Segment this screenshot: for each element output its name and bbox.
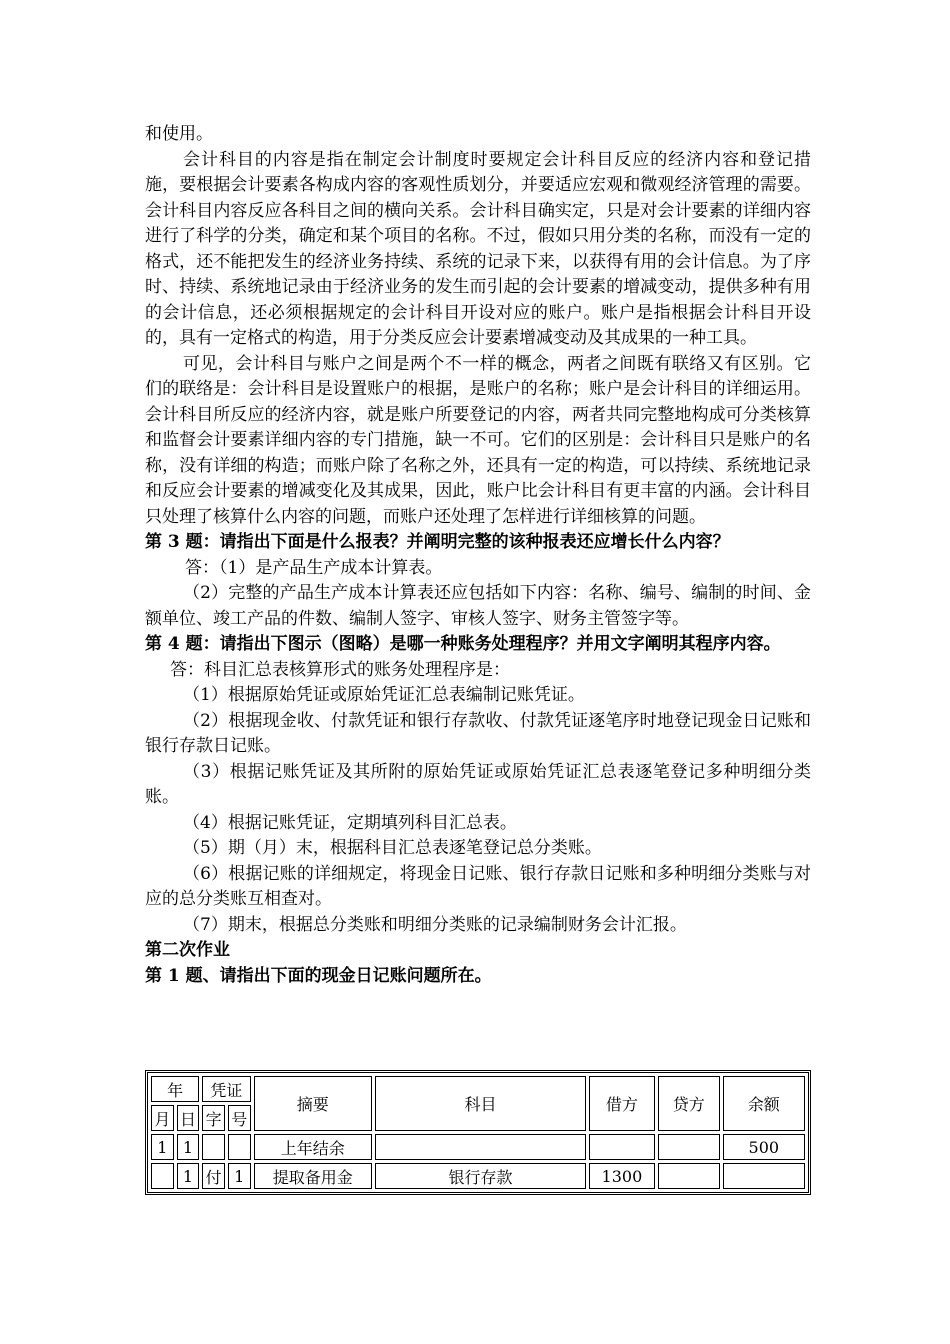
question-heading: 第 1 题、请指出下面的现金日记账问题所在。 [145, 965, 492, 986]
document-body [145, 122, 811, 989]
paragraph: 会计科目的内容是指在制定会计制度时要规定会计科目反应的经济内容和登记措施，要根据会计要素各构成内容的客观性质划分，并要适应宏观和微观经济管理的需要。会计科目内容反应各科目之间的横向关系。会计科目确实定，只是对会计要素的详细内容进行了科学的分类，确定和某个项目的名称。不过，假如只用分类的名称，而没有一定的格式，还不能把发生的经济业务持续、系统的记录下来，以获得有用的会计信息。为了序时、持续、系统地记录由于经济业务的发生而引起的会计要素的增减变动，提供多种有用的会计信息，还必须根据规定的会计科目开设对应的账户。账户是指根据会计科目开设的，具有一定格式的构造，用于分类反应会计要素增减变动及其成果的一种工具。 [145, 149, 811, 348]
cell-month [151, 1163, 174, 1189]
cell-number [228, 1134, 251, 1160]
header-number: 号 [228, 1105, 251, 1131]
header-voucher: 凭证 [202, 1076, 250, 1102]
header-month: 月 [151, 1105, 174, 1131]
section-heading: 第二次作业 [145, 940, 230, 960]
header-account: 科目 [375, 1076, 586, 1131]
header-year: 年 [151, 1076, 199, 1102]
paragraph: 可见，会计科目与账户之间是两个不一样的概念，两者之间既有联络又有区别。它们的联络是：会计科目是设置账户的根据，是账户的名称；账户是会计科目的详细运用。会计科目所反应的经济内容，就是账户所要登记的内容，两者共同完整地构成可分类核算和监督会计要素详细内容的专门措施，缺一不可。它们的区别是：会计科目只是账户的名称，没有详细的构造；而账户除了名称之外，还具有一定的构造，可以持续、系统地记录和反应会计要素的增减变化及其成果，因此，账户比会计科目有更丰富的内涵。会计科目只处理了核算什么内容的问题，而账户还处理了怎样进行详细核算的问题。 [145, 353, 811, 527]
cash-journal-table [145, 1070, 811, 1195]
table-row [151, 1134, 805, 1160]
cell-number: 1 [228, 1163, 251, 1189]
cell-debit [589, 1134, 655, 1160]
cell-debit: 1300 [589, 1163, 655, 1189]
cell-balance: 500 [723, 1134, 805, 1160]
cell-char [202, 1134, 225, 1160]
cell-credit [658, 1134, 720, 1160]
cell-credit [658, 1163, 720, 1189]
answer-line: （6）根据记账的详细规定，将现金日记账、银行存款日记账和多种明细分类账与对应的总分类账互相查对。 [145, 863, 811, 909]
question-heading: 第 3 题：请指出下面是什么报表？并阐明完整的该种报表还应增长什么内容？ [145, 532, 730, 552]
cell-day: 1 [177, 1134, 200, 1160]
header-summary: 摘要 [254, 1076, 372, 1131]
header-balance: 余额 [723, 1076, 805, 1131]
cell-account: 银行存款 [375, 1163, 586, 1189]
table-header-row [151, 1076, 805, 1102]
cell-balance [723, 1163, 805, 1189]
header-day: 日 [177, 1105, 200, 1131]
cell-summary: 提取备用金 [254, 1163, 372, 1189]
cell-char: 付 [202, 1163, 225, 1189]
answer-line: （1）根据原始凭证或原始凭证汇总表编制记账凭证。 [183, 685, 585, 705]
answer-line: （4）根据记账凭证，定期填列科目汇总表。 [183, 812, 517, 833]
question-heading: 第 4 题：请指出下图示（图略）是哪一种账务处理程序？并用文字阐明其程序内容。 [145, 634, 781, 654]
cell-account [375, 1134, 586, 1160]
answer-line: （2）完整的产品生产成本计算表还应包括如下内容：名称、编号、编制的时间、金额单位、竣工产品的件数、编制人签字、审核人签字、财务主管签字等。 [145, 583, 811, 629]
paragraph: 和使用。 [145, 124, 213, 144]
cell-day: 1 [177, 1163, 200, 1189]
answer-line: （3）根据记账凭证及其所附的原始凭证或原始凭证汇总表逐笔登记多种明细分类账。 [145, 761, 811, 807]
answer-line: 答：（1）是产品生产成本计算表。 [185, 557, 443, 578]
answer-line: 答：科目汇总表核算形式的账务处理程序是： [170, 659, 510, 680]
header-debit: 借方 [589, 1076, 655, 1131]
header-char: 字 [202, 1105, 225, 1131]
cell-summary: 上年结余 [254, 1134, 372, 1160]
answer-line: （2）根据现金收、付款凭证和银行存款收、付款凭证逐笔序时地登记现金日记账和银行存款日记账。 [145, 710, 811, 756]
answer-line: （5）期（月）末，根据科目汇总表逐笔登记总分类账。 [183, 838, 602, 858]
answer-line: （7）期末，根据总分类账和明细分类账的记录编制财务会计汇报。 [183, 914, 687, 935]
table-row [151, 1163, 805, 1189]
header-credit: 贷方 [658, 1076, 720, 1131]
cell-month: 1 [151, 1134, 174, 1160]
